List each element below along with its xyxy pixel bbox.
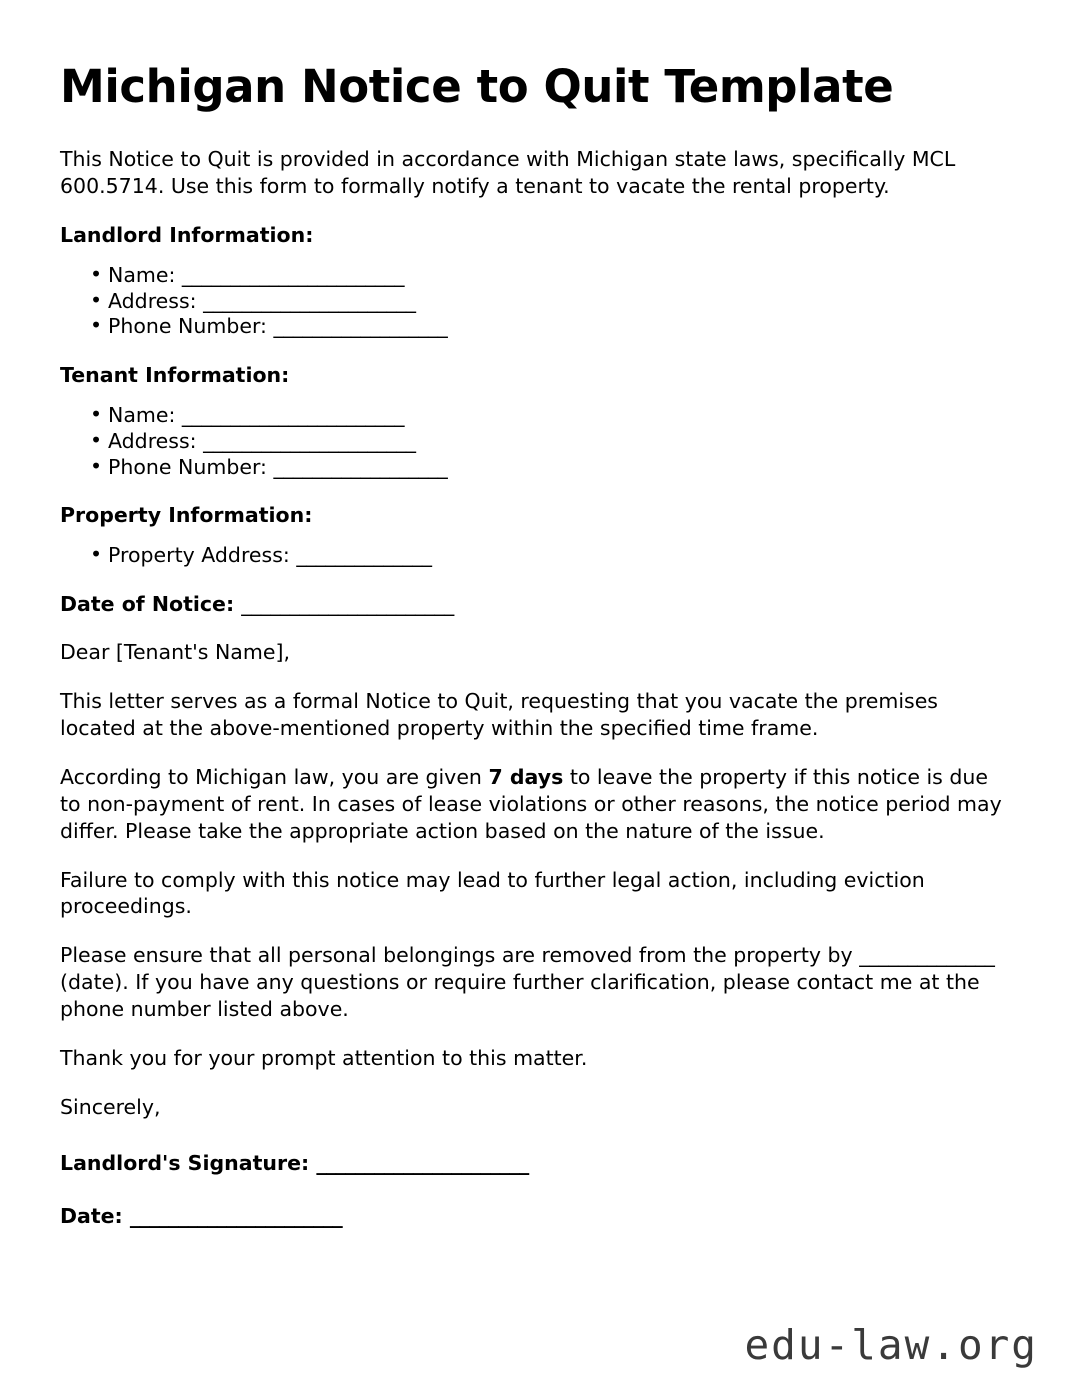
field-label: Name: bbox=[108, 262, 182, 287]
blank-line[interactable]: _______________________ bbox=[181, 262, 404, 287]
tenant-field-list bbox=[60, 403, 1012, 480]
body-paragraph-3: Failure to comply with this notice may lead to further legal action, including eviction proceedings. bbox=[60, 867, 925, 919]
field-label: Phone Number: bbox=[108, 454, 274, 479]
blank-line[interactable]: _______________________ bbox=[181, 402, 404, 427]
field-label: Property Address: bbox=[108, 542, 297, 567]
list-item bbox=[60, 455, 1012, 481]
belongings-date-blank[interactable]: ______________ bbox=[859, 943, 995, 968]
blank-line[interactable]: ______________________ bbox=[203, 428, 416, 453]
blank-line[interactable]: __________________ bbox=[273, 454, 448, 479]
landlord-signature-label: Landlord's Signature: bbox=[60, 1151, 317, 1176]
blank-line[interactable]: ______________________ bbox=[203, 288, 416, 313]
landlord-information-heading: Landlord Information: bbox=[60, 223, 314, 248]
blank-line[interactable]: __________________ bbox=[273, 314, 448, 339]
date-of-notice-blank[interactable]: ______________________ bbox=[241, 591, 454, 616]
site-watermark: edu-law.org bbox=[744, 1321, 1038, 1369]
field-label: Address: bbox=[108, 288, 204, 313]
signature-date-field bbox=[60, 1203, 1012, 1230]
field-label: Phone Number: bbox=[108, 314, 274, 339]
intro-paragraph: This Notice to Quit is provided in accordance with Michigan state laws, specifically MCL 600.5714. Use this form to formally notify a tenant to vacate the rental property. bbox=[60, 147, 956, 199]
list-item bbox=[60, 403, 1012, 429]
property-information-heading: Property Information: bbox=[60, 503, 313, 528]
signature-date-label: Date: bbox=[60, 1204, 130, 1229]
list-item bbox=[60, 429, 1012, 455]
belongings-text-before: Please ensure that all personal belongings are removed from the property by bbox=[60, 943, 860, 968]
date-of-notice-field bbox=[60, 591, 1012, 618]
landlord-signature-blank[interactable]: ______________________ bbox=[316, 1151, 529, 1176]
belongings-text-after: (date). If you have any questions or require further clarification, please contact me at the phone number listed above. bbox=[60, 970, 980, 1021]
blank-line[interactable]: ______________ bbox=[296, 542, 432, 567]
page-title: Michigan Notice to Quit Template bbox=[60, 60, 894, 113]
signature-date-blank[interactable]: ______________________ bbox=[129, 1204, 343, 1229]
notice-period-text-after: to leave the property if this notice is due to non-payment of rent. In cases of lease violations or other reasons, the notice period may differ. Please take the appropriate action based on the nature of the issue. bbox=[60, 764, 1002, 843]
landlord-field-list bbox=[60, 263, 1012, 340]
list-item bbox=[60, 314, 1012, 340]
closing-salutation: Sincerely, bbox=[60, 1094, 161, 1119]
notice-period-emphasis: 7 days bbox=[488, 764, 564, 789]
notice-period-text-before: According to Michigan law, you are given bbox=[60, 764, 489, 789]
body-paragraph-2 bbox=[60, 764, 1012, 845]
field-label: Name: bbox=[108, 402, 182, 427]
body-paragraph-4 bbox=[60, 942, 1012, 1023]
body-paragraph-1: This letter serves as a formal Notice to Quit, requesting that you vacate the premises located at the above-mentioned property within the specified time frame. bbox=[60, 689, 938, 741]
date-of-notice-label: Date of Notice: bbox=[60, 591, 242, 616]
list-item bbox=[60, 263, 1012, 289]
list-item bbox=[60, 289, 1012, 315]
body-paragraph-5: Thank you for your prompt attention to this matter. bbox=[60, 1045, 588, 1070]
property-field-list bbox=[60, 543, 1012, 569]
list-item bbox=[60, 543, 1012, 569]
field-label: Address: bbox=[108, 428, 204, 453]
signature-block bbox=[60, 1150, 1012, 1229]
salutation: Dear [Tenant's Name], bbox=[60, 640, 290, 665]
landlord-signature-field bbox=[60, 1150, 1012, 1177]
tenant-information-heading: Tenant Information: bbox=[60, 363, 290, 388]
